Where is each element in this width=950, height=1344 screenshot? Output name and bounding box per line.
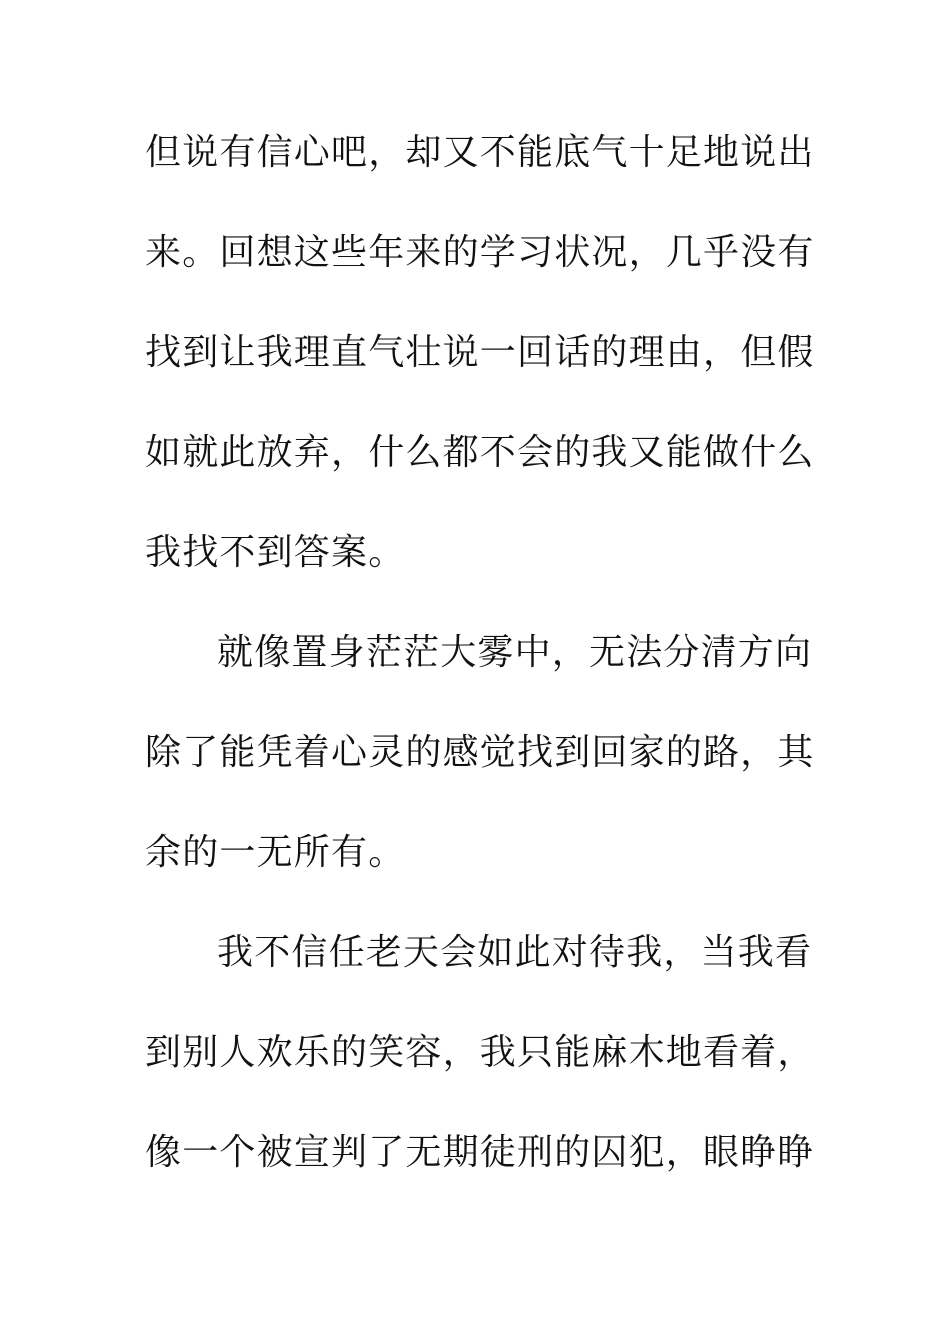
- text-line: 找到让我理直气壮说一回话的理由，但假: [145, 332, 815, 373]
- paragraph-first-line: 就像置身茫茫大雾中，无法分清方向: [217, 632, 813, 673]
- text-line: 但说有信心吧，却又不能底气十足地说出: [145, 132, 815, 173]
- text-line: 余的一无所有。: [145, 832, 406, 873]
- text-line: 像一个被宣判了无期徒刑的囚犯，眼睁睁: [145, 1132, 815, 1173]
- text-line: 如就此放弃，什么都不会的我又能做什么: [145, 432, 815, 473]
- text-line: 我找不到答案。: [145, 532, 406, 573]
- text-line: 到别人欢乐的笑容，我只能麻木地看着，: [145, 1032, 815, 1073]
- text-line: 来。回想这些年来的学习状况，几乎没有: [145, 232, 815, 273]
- paragraph-first-line: 我不信任老天会如此对待我，当我看: [217, 932, 813, 973]
- text-line: 除了能凭着心灵的感觉找到回家的路，其: [145, 732, 815, 773]
